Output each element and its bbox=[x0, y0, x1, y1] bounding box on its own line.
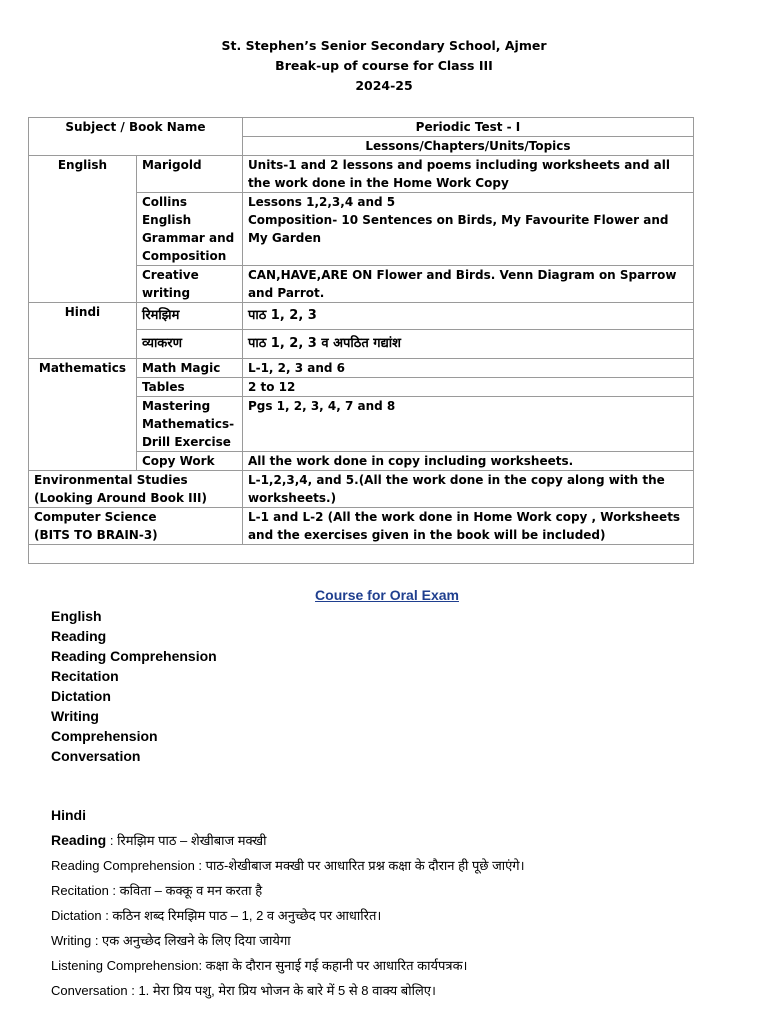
table-row bbox=[29, 508, 694, 545]
list-item bbox=[51, 903, 751, 928]
header-subject: Subject / Book Name bbox=[29, 118, 243, 156]
item-text: : रिमझिम पाठ – शेखीबाज मक्खी bbox=[106, 833, 267, 848]
subject-evs: Environmental Studies (Looking Around Book III) bbox=[29, 471, 243, 508]
topics-cell: L-1,2,3,4, and 5.(All the work done in the copy along with the worksheets.) bbox=[242, 471, 693, 508]
subject-line: Computer Science bbox=[34, 510, 157, 524]
list-item bbox=[51, 828, 751, 853]
oral-exam-title: Course for Oral Exam bbox=[315, 587, 459, 603]
academic-year: 2024-25 bbox=[355, 78, 413, 93]
book-name: Mastering Mathematics- Drill Exercise bbox=[136, 397, 242, 452]
book-name: Creative writing bbox=[136, 266, 242, 303]
item-label: Listening Comprehension bbox=[51, 958, 199, 973]
item-text: : कविता – कक्कू व मन करता है bbox=[108, 883, 263, 898]
item-label: Writing bbox=[51, 933, 92, 948]
list-item bbox=[51, 853, 751, 878]
table-row bbox=[29, 156, 694, 193]
list-item bbox=[51, 878, 751, 903]
document-title: Break-up of course for Class III bbox=[275, 58, 493, 73]
topics-cell: Pgs 1, 2, 3, 4, 7 and 8 bbox=[242, 397, 693, 452]
list-item: Writing bbox=[51, 708, 99, 724]
table-header-row bbox=[29, 118, 694, 137]
topics-cell bbox=[242, 193, 693, 266]
list-item: Comprehension bbox=[51, 728, 158, 744]
topics-cell: CAN,HAVE,ARE ON Flower and Birds. Venn Diagram on Sparrow and Parrot. bbox=[242, 266, 693, 303]
list-item bbox=[51, 928, 751, 953]
list-item: Reading Comprehension bbox=[51, 648, 217, 664]
book-name: व्याकरण bbox=[136, 330, 242, 359]
empty-cell bbox=[29, 545, 694, 564]
topics-cell: Units-1 and 2 lessons and poems including worksheets and all the work done in the Home Work Copy bbox=[242, 156, 693, 193]
section-title: Hindi bbox=[51, 807, 86, 823]
table-row bbox=[29, 359, 694, 378]
item-text: : एक अनुच्छेद लिखने के लिए दिया जायेगा bbox=[91, 933, 291, 948]
book-name: Copy Work bbox=[136, 452, 242, 471]
subject-line: (BITS TO BRAIN-3) bbox=[34, 528, 158, 542]
course-table bbox=[28, 117, 694, 564]
list-item: Dictation bbox=[51, 688, 111, 704]
subject-hindi: Hindi bbox=[29, 303, 137, 359]
topics-line: Lessons 1,2,3,4 and 5 bbox=[247, 195, 396, 209]
table-row bbox=[29, 471, 694, 508]
item-label: Conversation bbox=[51, 983, 128, 998]
book-name: रिमझिम bbox=[136, 303, 242, 330]
table-empty-row bbox=[29, 545, 694, 564]
book-name: Math Magic bbox=[136, 359, 242, 378]
header-topics: Lessons/Chapters/Units/Topics bbox=[242, 137, 693, 156]
item-text: : पाठ-शेखीबाज मक्खी पर आधारित प्रश्न कक्षा के दौरान ही पूछे जाएंगे। bbox=[194, 858, 525, 873]
topics-cell: पाठ 1, 2, 3 व अपठित गद्यांश bbox=[242, 330, 693, 359]
item-label: Dictation bbox=[51, 908, 102, 923]
subject-computer-science bbox=[29, 508, 243, 545]
topics-cell: L-1, 2, 3 and 6 bbox=[242, 359, 693, 378]
document-header bbox=[0, 36, 768, 96]
table-row bbox=[29, 303, 694, 330]
item-text: : कक्षा के दौरान सुनाई गई कहानी पर आधारित कार्यपत्रक। bbox=[198, 958, 468, 973]
school-name: St. Stephen’s Senior Secondary School, Ajmer bbox=[221, 38, 547, 53]
subject-mathematics: Mathematics bbox=[29, 359, 137, 471]
topics-cell: पाठ 1, 2, 3 bbox=[242, 303, 693, 330]
list-item bbox=[51, 978, 751, 1003]
oral-hindi-section bbox=[51, 803, 751, 1003]
item-label: Reading bbox=[51, 832, 107, 848]
subject-english: English bbox=[29, 156, 137, 303]
topics-cell: L-1 and L-2 (All the work done in Home Work copy , Worksheets and the exercises given in the book will be included) bbox=[242, 508, 693, 545]
list-item bbox=[51, 953, 751, 978]
item-text: : 1. मेरा प्रिय पशु, मेरा प्रिय भोजन के बारे में 5 से 8 वाक्य बोलिए। bbox=[127, 983, 436, 998]
oral-english-list bbox=[51, 606, 217, 766]
list-item: English bbox=[51, 608, 102, 624]
item-label: Reading Comprehension bbox=[51, 858, 195, 873]
item-text: : कठिन शब्द रिमझिम पाठ – 1, 2 व अनुच्छेद पर आधारित। bbox=[101, 908, 382, 923]
topics-cell: 2 to 12 bbox=[242, 378, 693, 397]
book-name: Marigold bbox=[136, 156, 242, 193]
header-periodic-test: Periodic Test - I bbox=[242, 118, 693, 137]
list-item: Reading bbox=[51, 628, 107, 644]
book-name: Collins English Grammar and Composition bbox=[136, 193, 242, 266]
item-label: Recitation bbox=[51, 883, 109, 898]
book-name: Tables bbox=[136, 378, 242, 397]
topics-cell: All the work done in copy including worksheets. bbox=[242, 452, 693, 471]
list-item: Conversation bbox=[51, 748, 141, 764]
list-item: Recitation bbox=[51, 668, 119, 684]
topics-line: Composition- 10 Sentences on Birds, My Favourite Flower and My Garden bbox=[247, 213, 669, 245]
